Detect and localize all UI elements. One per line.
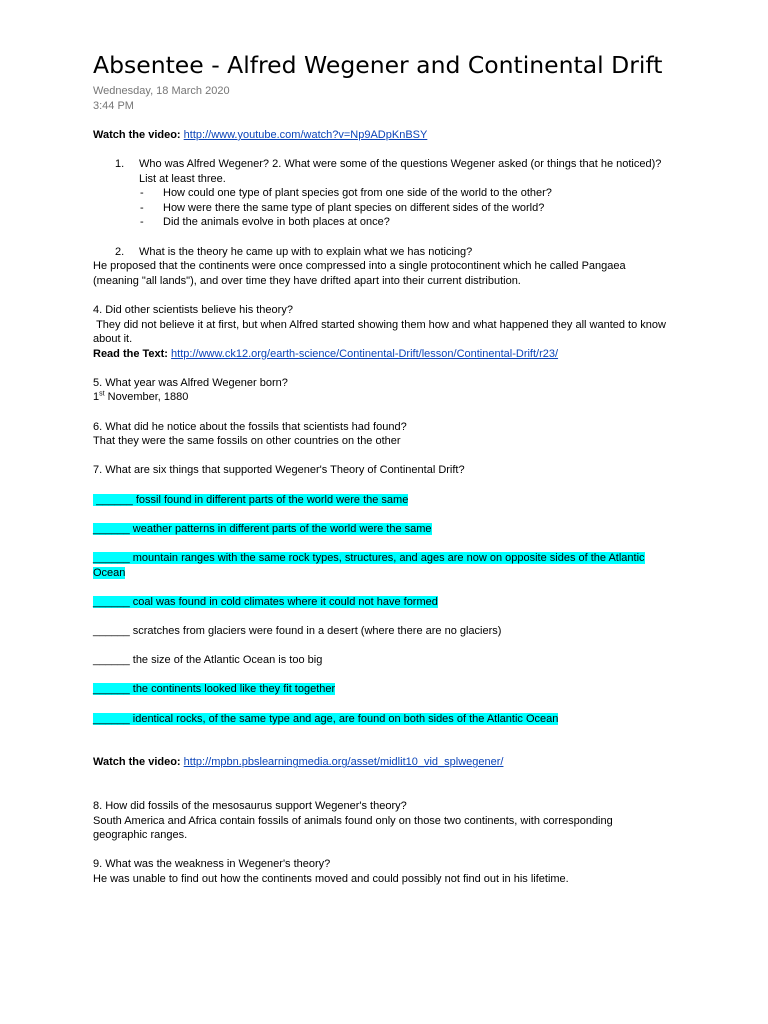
bullet-dash: -	[140, 187, 144, 200]
fact-item	[93, 624, 668, 639]
question-2-text: What is the theory he came up with to explain what we has noticing?	[139, 245, 473, 258]
answer-9: He was unable to find out how the continents moved and could possibly not find out in his lifetime.	[93, 873, 569, 886]
fact-text: ______ coal was found in cold climates where it could not have formed	[93, 595, 438, 608]
video-link-1[interactable]: http://www.youtube.com/watch?v=Np9ADpKnBSY	[183, 128, 428, 141]
question-1-number: 1.	[115, 157, 125, 170]
fact-text: ______ identical rocks, of the same type and age, are found on both sides of the Atlantic Ocean	[93, 712, 559, 725]
fact-item	[93, 682, 668, 697]
document-time: 3:44 PM	[93, 99, 134, 112]
question-1-text: Who was Alfred Wegener? 2. What were some of the questions Wegener asked (or things that he noticed)? List at least three.	[139, 157, 662, 185]
bullet-dash: -	[140, 216, 144, 229]
video-label-2: Watch the video:	[93, 756, 181, 769]
bullet-dash: -	[140, 201, 144, 214]
question-5: 5. What year was Alfred Wegener born?	[93, 376, 288, 389]
fact-item	[93, 493, 668, 508]
answer-8: South America and Africa contain fossils of animals found only on those two continents, with corresponding geographic ranges.	[93, 814, 613, 842]
video-line-2	[93, 755, 668, 770]
read-text-link[interactable]: http://www.ck12.org/earth-science/Continental-Drift/lesson/Continental-Drift/r23/	[171, 347, 559, 360]
fact-item	[93, 551, 668, 580]
document-date: Wednesday, 18 March 2020	[93, 85, 230, 97]
fact-text: ______ mountain ranges with the same rock types, structures, and ages are now on opposite sides of the Atlantic Ocean	[93, 552, 645, 579]
answer-2: He proposed that the continents were once compressed into a single protocontinent which he called Pangaea (meaning "all lands"), and over time they have drifted apart into their current distribution.	[93, 260, 626, 287]
fact-item	[93, 712, 668, 727]
answer-5-rest: November, 1880	[104, 391, 189, 404]
fact-text: ______ the size of the Atlantic Ocean is too big	[93, 654, 323, 667]
fact-text: ______ the continents looked like they fit together	[93, 683, 336, 696]
bullet-text: Did the animals evolve in both places at once?	[163, 216, 390, 229]
question-7: 7. What are six things that supported Wegener's Theory of Continental Drift?	[93, 464, 465, 477]
list-item	[93, 201, 668, 216]
fact-item	[93, 595, 668, 610]
answer-5-day: 1	[93, 391, 100, 404]
video-label-1: Watch the video:	[93, 128, 181, 141]
fact-text: ______ fossil found in different parts of the world were the same	[93, 493, 409, 506]
question-4: 4. Did other scientists believe his theory?	[93, 303, 293, 316]
fact-item	[93, 522, 668, 537]
bullet-text: How could one type of plant species got from one side of the world to the other?	[163, 187, 552, 200]
question-8: 8. How did fossils of the mesosaurus support Wegener's theory?	[93, 800, 407, 813]
question-6: 6. What did he notice about the fossils that scientists had found?	[93, 420, 407, 433]
answer-4: They did not believe it at first, but when Alfred started showing them how and what happened they all wanted to know about it.	[93, 318, 670, 346]
video-link-2[interactable]: http://mpbn.pbslearningmedia.org/asset/midlit10_vid_splwegener/	[183, 756, 504, 769]
answer-6: That they were the same fossils on other countries on the other	[93, 435, 401, 448]
answer-5-suffix: st	[99, 390, 105, 398]
answer-5	[93, 390, 668, 405]
page-title: Absentee - Alfred Wegener and Continental Drift	[93, 51, 663, 79]
fact-text: ______ weather patterns in different parts of the world were the same	[93, 522, 432, 535]
question-2-number: 2.	[115, 245, 125, 258]
read-text-line	[93, 347, 668, 362]
video-line-1	[93, 128, 668, 143]
question-9: 9. What was the weakness in Wegener's theory?	[93, 858, 331, 871]
list-item	[93, 215, 668, 230]
question-2	[93, 245, 668, 260]
read-text-label: Read the Text:	[93, 347, 168, 360]
document-content	[93, 52, 668, 887]
list-item	[93, 186, 668, 201]
fact-text: ______ scratches from glaciers were found in a desert (where there are no glaciers)	[93, 624, 502, 637]
bullet-text: How were there the same type of plant species on different sides of the world?	[163, 201, 545, 214]
question-1	[93, 157, 668, 186]
fact-item	[93, 653, 668, 668]
